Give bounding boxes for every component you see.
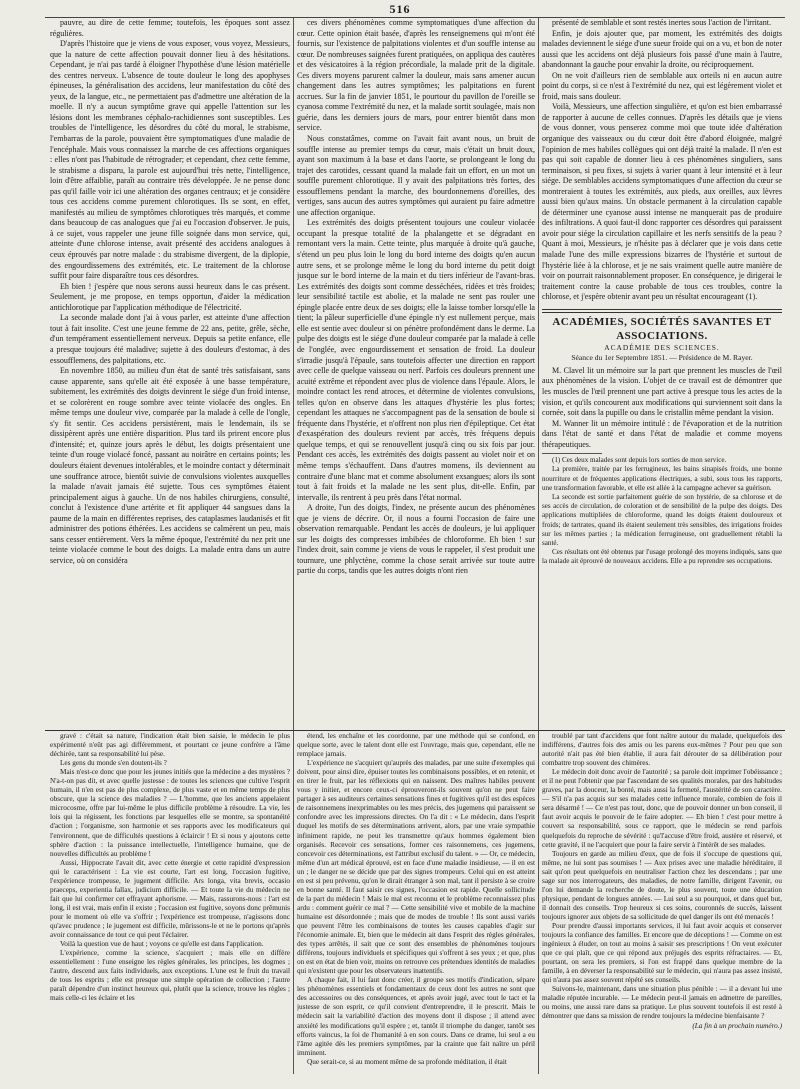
paragraph: D'après l'histoire que je viens de vous exposer, vous voyez, Messieurs, que la nature de cette affection pouvait donner lieu à des hésitations. Cependant, je n'ai pas tardé à éloigner l'hypothèse d'une lésion matérielle des centres nerveux. L'absence de toute douleur le long des apophyses épineuses, la généralisation des accidens, leur manifestation du côté des yeux, de la langue, etc., ne permettaient pas d'admettre une altération de la moelle. Il n'y a aucun symptôme grave qui appelle l'attention sur les lésions dont les membranes céphalo-rachidiennes sont susceptibles. Les troubles de l'intelligence, les désordres du côté du moral, le strabisme, l'embarras de la parole, pouvaient être symptomatiques d'une maladie de l'encéphale. Mais vous connaissez la marche de ces affections organiques : elles n'ont pas l'habitude de rétrograder; et cependant, chez cette femme, le strabisme a disparu, la parole est aujourd'hui très nette, l'intelligence, loin d'être affaiblie, paraît au contraire très développée. Je ne pense donc pas qu'il faille voir ici une altération des organes centraux; et je considère tous ces accidens comme purement chlorotiques. Ils se sont, en effet, manifestés au milieu de symptômes chlorotiques très marqués, et comme dans beaucoup de cas analogues que j'ai eu l'occasion d'observer. Je puis, à ce sujet, vous rappeler une jeune fille soignée dans mon service, qui, atteinte d'une chlorose intense, avait présenté des accidens analogues à ceux éprouvés par notre malade : du strabisme divergent, de la diplopie, des engourdissemens des extrémités, etc. Le traitement de la chlorose suffit pour faire disparaître tous ces désordres. — [50, 39, 290, 281]
paragraph: Enfin, je dois ajouter que, par moment, les extrémités des doigts malades deviennent le siége d'une sueur froide qui on a vu, et bon de noter aussi que les accidens ont déjà plusieurs fois passé d'une main à l'autre, abandonnant la gauche pour envahir la droite, ou réciproquement. — [542, 28, 782, 70]
paragraph: A droite, l'un des doigts, l'index, ne présente aucun des phénomènes que je viens de décrire. Or, il nous a fourni l'occasion de faire une observation remarquable. Pendant les accès de douleurs, je lui appliquer sur les doigts des compresses imbibées de chloroforme. Eh bien ! sur l'index droit, sain comme je viens de vous le rappeler, il s'est produit une tournure, une phlyctène, comme la chose serait arrivée sur toute autre partie du corps, tandis que les autres doigts n'ont rien — [297, 503, 535, 576]
paragraph: M. Wanner lit un mémoire intitulé : de l'évaporation et de la nutrition dans l'état de santé et dans l'état de maladie et comme moyens thérapeutiques. — [542, 418, 782, 449]
paragraph: M. Clavel lit un mémoire sur la part que prennent les muscles de l'œil aux phénomènes de la vision. L'objet de ce travail est de démontrer que les muscles de l'œil prennent une part active à presque tous les actes de la vision, et qu'ils concourent aux modifications qui surviennent soit dans la cornée, soit dans la pupille ou dans le cristallin même pendant la vision. — [542, 365, 782, 418]
paragraph: Mais n'est-ce donc que pour les jeunes initiés que la médecine a des mystères ? N'a-t-on pas dit, et avec quelle justesse : de toutes les sciences que cultive l'esprit humain, il n'en est pas de plus complexe, de plus vaste et en même temps de plus obscure, que la science des maladies ? — L'homme, que les anciens appelaient microcosme, offre par lui-même le plus difficile problème à résoudre. La vie, les lois qui la régissent, les fonctions par lesquelles elle se montre, sa spontanéité d'action ; l'organisme, son harmonie et ses rapports avec les modificateurs qui l'environnent, que de difficultés questions à éclaircir ! Et si nous y ajoutons cette sphère d'action : la puissance intellectuelle, l'intelligence humaine, que de nouvelles difficultés au problème ! — [50, 768, 290, 858]
session-line: Séance du 1er Septembre 1851. — Présidence de M. Rayer. — [571, 353, 753, 363]
section-rule — [542, 311, 782, 313]
footnote: La première, traitée par les ferrugineux, les bains sinapisés froids, une bonne nourriture et de fréquentes applications électriques, a subi, sous tous les rapports, une transformation favorable, et elle est allée à la campagne achever sa guérison. — [542, 465, 782, 492]
paragraph: Le médecin doit donc avoir de l'autorité ; sa parole doit imprimer l'obéissance ; et il ne peut l'obtenir que par l'ascendant de ses qualités morales, par des habitudes graves, par la douceur, la bonté, mais aussi la fermeté, l'austérité de son caractère. — S'il n'a pas acquis sur ses malades cette influence morale, combien de fois il sera désarmé ! — Ce n'est pas tout, donc, que de pouvoir donner un bon conseil, il faut avoir acquis le pouvoir de le faire adopter. — Eh bien ! c'est pour mettre à couvert sa responsabilité, sous ce rapport, que le médecin se rend parfois quelquefois du reproche de sévérité : qu'l'accuse d'être froid, austère et réservé, et cette gravité, il ne l'acquiert que pour la faire servir à l'intérêt de ses malades. — [542, 768, 782, 849]
column-divider — [538, 18, 539, 1074]
page-number: 516 — [389, 2, 411, 16]
paragraph: Nous constatâmes, comme on l'avait fait avant nous, un bruit de souffle intense au premier temps du cœur, mais c'était un bruit doux, ayant son maximum à la base et dans l'aorte, se prolongeant le long du trajet des carotides, cessant quand la malade fait un effort, en un mot un souffle purement chlorotique. Il y avait des palpitations très fortes, des essoufflemens pendant la marche, des bourdonnemens d'oreilles, des vertiges, sans aucun des autres symptômes qui auraient pu faire admettre une affection organique. — [297, 134, 535, 217]
section-subtitle: ACADÉMIE DES SCIENCES. — [604, 342, 720, 352]
section-title: ACADÉMIES, SOCIÉTÉS SAVANTES ET ASSOCIATIONS. — [552, 315, 772, 342]
paragraph: La seconde malade dont j'ai à vous parler, est atteinte d'une affection tout à fait insolite. C'est une jeune femme de 22 ans, petite, grêle, sèche, d'un tempérament essentiellement nerveux. Depuis sa petite enfance, elle a presque toujours été maladive; sujette à des douleurs d'estomac, à des essoufflemens, des palpitations, etc. — [50, 313, 290, 365]
paragraph: présenté de semblable et sont restés inertes sous l'action de l'irritant. — [552, 18, 771, 27]
paragraph: Voilà la question vue de haut ; voyons ce qu'elle est dans l'application. — [60, 940, 264, 949]
paragraph: Pour prendre d'aussi importants services, il lui faut avoir acquis et conserver toujours la confiance des familles. Et encore que de déceptions ! — Comme on est ingénieux à éluder, on tout au moins à saisir ses prescriptions ! On veut exécuter que ce qui plaît, que ce qui répond aux préjugés des esprits réfractaires. — Et, pourtant, on sera les premiers, si l'on est frappé dans quelque membre de la famille, à en déverser la responsabilité sur le médecin, qui n'aura pas assez insisté, qui n'aura pas assez souvent répété ses conseils. — [542, 921, 782, 985]
paragraph: Aussi, Hippocrate l'avait dit, avec cette énergie et cette rapidité d'expression qui le caractérisent : La vie est courte, l'art est long, l'occasion fugitive, l'expérience trompeuse, le jugement difficile. Ars longa, vita brevis, occasio praeceps, experientia fallax, judicium difficile. — Et toute la vie du médecin ne fait que lui confirmer cet effrayant aphorisme. — Mais, rassurons-nous : l'art est long, il est vrai, mais enfin il existe ; l'occasion est fugitive, soyons donc prêmunis pour le moment où elle va s'offrir ; l'expérience est trompeuse, n'agissons donc qu'avec prudence ; le jugement est difficile, mûrissons-le et ne le portons qu'après avoir connaissance de tout ce qui peut l'éclairer. — [50, 858, 290, 940]
section-rule — [542, 306, 782, 310]
feuilleton-column-3 — [542, 732, 782, 1074]
paragraph: Les extrémités des doigts présentent toujours une couleur violacée occupant la presque totalité de la phalangette et se dégradant en remontant vers la main. Cette teinte, plus marquée à droite qu'à gauche, s'étend un peu plus loin le long du bord interne des doigts qu'en aucun autre sens, et se prolonge même le long du bord interne du petit doigt jusque sur le bord interne de la main et du tiers inférieur de l'avant-bras. Les extrémités des doigts sont comme desséchées, ridées et très froides; leur sensibilité tactile est abolie, et la malade ne sent pas rouler une épingle placée entre deux de ses doigts; elle la laisse tomber lorsqu'elle la tient; la pâleur superficielle d'une épingle n'y est nullement perçue, mais elle est sentie avec douleur si on pénètre profondément dans le derme. La pulpe des doigts est le siége d'une douleur comparée par la malade à celle de l'onglée, avec engourdissement et sensation de froid. La douleur s'irradie jusqu'à l'épaule, sans toutefois affecter une direction en rapport avec celle de quelque vaisseau ou nerf. Parfois ces douleurs prennent une acuité extrême et répondent avec plus de violence dans l'épaule. Alors, le moindre contact les rend atroces, et détermine de violentes convulsions, telles qu'on en observe dans les attaques d'hystérie les plus fortes; cependant les attaques ne s'accompagnent pas de la sensation de boule si fréquente dans l'hystérie, et n'offrent non plus rien d'épileptique. Cet état d'exaspération des douleurs revient par accès, très fréquens depuis quelque temps, et qui se renouvellent jusqu'à cinq ou six fois par jour. Pendant ces accès, les extrémités des doigts passent au violet noir et on même temps s'échauffent. Dans d'autres momens, ils deviennent au contraire d'une blanc mat et comme absolument exsangues; alors ils sont tout à fait froids et la malade ne les sent plus, dit-elle. Enfin, par intervalle, ils rentrent à peu près dans l'état normal. — [297, 218, 535, 502]
paragraph: Que serait-ce, si au moment même de sa profonde méditation, il était — [307, 1057, 507, 1066]
paragraph: étend, les enchaîne et les coordonne, par une méthode qui se confond, en quelque sorte, avec le talent dont elle est l'ouvrage, mais que, cependant, elle ne remplace jamais. — [297, 732, 535, 759]
continued-note: (La fin à un prochain numéro.) — [692, 1021, 782, 1030]
paragraph: ces divers phénomènes comme symptomatiques d'une affection du cœur. Cette opinion était basée, d'après les renseignemens qui m'ont été fournis, sur l'existence de palpitations violentes et d'un souffle intense au cœur. De nombreuses saignées furent pratiquées, on appliqua des cautères et des vésicatoires à la région précordiale, la malade prit de la digitale. Ces divers moyens parurent calmer la douleur, mais sans amener aucun changement dans les autres symptômes; les palpitations en furent accrues. Sur la fin de janvier 1851, le pourtour du pavillon de l'oreille se cyanosa comme l'extrémité du nez, et la malade sortit soulagée, mais non guérie, dans les derniers jours de mars, pour entrer bientôt dans mon service. — [297, 18, 535, 133]
footnote-rule — [542, 453, 602, 454]
paragraph: troublé par tant d'accidens que font naître autour du malade, quelquefois des indifférens, d'autres fois des amis ou les parens eux-mêmes ? Pour peu que son autorité n'ait pas été bien établie, il aura fait dérouter de sa délibération pour combattre trop souvent des chimères. — [542, 732, 782, 768]
paragraph: En novembre 1850, au milieu d'un état de santé très satisfaisant, sans cause apparente, sans qu'elle ait été exposée à une basse température, subitement, les extrémités des doigts devinrent le siége d'un froid intense, et se colorèrent en rouge sombre avec teinte violacée des ongles. En même temps une douleur vive, comparée par la malade à celle de l'ongle, s'y fit sentir. Ces accidens persistèrent, mais le lendemain, ils se dissipèrent après une entière disparition. Plus tard ils prirent encore plus d'intensité; et, quinze jours après le début, les doigts présentaient une teinte d'un rouge violacé foncé, passant au noirâtre en certains points; les douleurs étaient devenues intolérables, et le moindre contact y déterminait une souffrance atroce, bientôt suivie de convulsions violentes auxquelles la malade n'avait jamais été sujette. Tous ces symptômes étaient principalement aigus à gauche. Un de nos habiles chirurgiens, consulté, conclut à l'existence d'une artérite et fit appliquer 44 sangsues dans la paume de la main en différentes reprises, des cataplasmes laudanisés et fit administrer des potions éthérées. Les accidens se calmèrent un peu, mais sans cesser entièrement. Vers la même époque, l'extrémité du nez prit une teinte violacée comme le bout des doigts. La malade entra dans un autre service, où on considéra — [50, 366, 290, 565]
paragraph: Toujours en garde au milieu d'eux, que de fois il s'occupe de questions qui, même, ne lui sont pas soumises ! — Aux prises avec une maladie héréditaire, il sait qu'on peut quelquefois en neutraliser l'action chez les descendans ; par une sage sur nos interrogateurs, des maladies, de notre famille, dirigent l'avenir, ou l'on lui demande la recherche de doute, le plus souvent, toute une éducation physique, pendant de longues années. — Lui seul a su pourquoi, et dans quel but, il donnait des conseils. Trop heureux si ces soins, couronnés de succès, laissent toujours ignorer aux objets de sa sollicitude de quel danger ils ont été menacés ! — [542, 849, 782, 921]
paragraph: Eh bien ! j'espère que nous serons aussi heureux dans le cas présent. Seulement, je me propose, en temps opportun, d'aider la médication antichlorotique par l'application méthodique de l'électricité. — [50, 281, 290, 312]
paragraph: Les gens du monde s'en doutent-ils ? — [60, 759, 167, 768]
article-column-3 — [542, 18, 782, 728]
footnote: (1) Ces deux malades sont depuis lors sorties de mon service. — [552, 456, 727, 465]
paragraph: On ne voit d'ailleurs rien de semblable aux orteils ni en aucun autre point du corps, si ce n'est à l'extrémité du nez, qui est légèrement violet et froid, mais sans douleur. — [542, 70, 782, 101]
paragraph: Voilà, Messieurs, une affection singulière, et qu'on est bien embarrassé de rapporter à aucune de celles connues. D'après les détails que je viens de vous donner, vous penserez comme moi que toute idée d'altération organique des vaisseaux ou du cœur doit être d'abord éloignée, malgré l'opinion de mes habiles collègues qui ont déjà traité la malade. Il n'en est pas qui soit capable de donner lieu à ces phénomènes singuliers, sans terminaison, si peu fixes, si sujets à varier quant à leur intensité et à leur siége. De semblables accidens symptomatiques d'une affection du cœur se montreraient à toutes les extrémités, aux pieds, aux oreilles, aux lèvres aussi bien qu'aux mains. Un obstacle permanent à la circulation capable de déterminer une cyanose aussi intense ne manquerait pas de produire des infiltrations. A quoi faut-il donc rapporter ces désordres qui paraissent avoir pour siége la circulation capillaire et les nerfs sensitifs de la peau ? Quant à moi, Messieurs, je n'hésite pas à déclarer que je vois dans cette malade l'une des mille expressions bizarres de l'hystérie et surtout de l'hystérie liée à la chlorose, et je ne sais vraiment quelle autre manière de voir on pourrait raisonnablement proposer. En conséquence, je dirigerai le traitement contre la cause probable de tous ces troubles, contre la chlorose, et j'espère obtenir avant peu un résultat encourageant (1). — [542, 102, 782, 302]
feuilleton-column-2 — [297, 732, 535, 1074]
paragraph: L'expérience ne s'acquiert qu'auprès des malades, par une suite d'exemples qui doivent, pour ainsi dire, épuiser toutes les combinaisons possibles, et en retenir, et en tirer le fruit, par les réflexions qui en naissent. Des maîtres habiles peuvent vous y initier, et encore ceux-ci éprouveront-ils souvent qu'on ne peut faire partager à ses auditeurs certaines sensations fines et fugitives qu'il est des espèces de raisonnemens inexprimables ou les mes précis, des jugemens qui paraissent se confondre avec les impressions directes. On l'a dit : « Le médecin, dans l'esprit duquel les motifs de ses déterminations arrivent, alors, par une vraie sympathie infiniment rapide, ne peut les transmettre qu'aux hommes également bien organisés. Recevoir ces sensations, former ces raisonnemens, ces jugemens, concevoir ces déterminations, est l'attribut exclusif du talent. » — Or, ce médecin, même d'un art médical éprouvé, est en face d'une maladie insidieuse, — il en est un ; le danger ne se décide que par des signes trompeurs. Celui qui en est atteint en est si peu prévenu, qu'on le dirait étranger à son mal, tant il persiste à se croire en bonne santé. Il faut saisir ces signes, l'occasion est rapide. Quelle sollicitude de la part du médecin ! Mais le mal est reconnu et le problème reconnaissez plus ardu : comment guérir ce mal ? — Cette sensibilité vive et mobile de la machine humaine est désordonnée ; mais que de modes de trouble ! Ils sont aussi variés que peuvent l'être les combinaisons de toutes les causes capables d'agir sur l'économie animale. Et, bien que le médecin ait dans l'esprit des règles générales, des types arrêtés, il sait que ce sont des ensembles de phénomènes toujours différens, toujours individuels et spécifiques qui s'offrent à ses yeux ; et que, plus on est en état de bien voir, moins on retrouve ces prétendues identités de maladies qui n'existent que pour les observateurs inattentifs. — [297, 759, 535, 976]
paragraph: pauvre, au dire de cette femme; toutefois, les époques sont assez régulières. — [50, 18, 290, 38]
article-column-2 — [297, 18, 535, 728]
footnote: Ces résultats ont été obtenus par l'usage prolongé des moyens indiqués, sans que la malade ait éprouvé de nouveaux accidens. Elle a pu reprendre ses occupations. — [542, 548, 782, 566]
paragraph: Suivons-le, maintenant, dans une situation plus pénible : — il a devant lui une maladie réputée incurable. — Le médecin peut-il jamais en admettre de pareilles, ou moins, une aussi rare dans sa pratique. Le plus souvent toutefois il est resté à démontrer que dans sa mission de rendre toujours la médecine bienfaisante ? — [542, 985, 782, 1021]
paragraph: A chaque fait, il lui faut donc créer, il groupe ses motifs d'indication, sépare les phénomènes essentiels et fondamentaux de ceux dont les autres ne sont que des accessoires ou des conséquences, et après avoir jugé, avec tout le tact et la justesse de son esprit, ce qu'il convient d'entreprendre, il le prescrit. Mais le médecin sait la variabilité d'action des moyens dont il dispose ; il attend avec anxiété les modifications qu'il espère ; et, tantôt il triomphe du danger, tantôt ses efforts vaincus, la foi de l'humanité à en son cours. Dans ce drame, lui seul a eu l'âme agitée dès les premiers symptômes, par la crainte que fait naître un péril imminent. — [297, 976, 535, 1057]
feuilleton-rule — [45, 730, 785, 731]
column-divider — [293, 18, 294, 1074]
paragraph: L'expérience, comme la science, s'acquiert ; mais elle en diffère essentiellement : l'une enseigne les règles générales, les principes, les dogmes ; l'autre, descend aux faits individuels, aux exceptions. L'une est le fruit du travail de tous les esprits ; elle est presque une simple opération de collection ; l'autre paraît dépendre d'un instinct heureux qui, plutôt que la science, trouve les règles ; mais celle-ci les éclaire et les — [50, 949, 290, 1003]
paragraph: gravé : c'était sa nature, l'indication était bien saisie, le médecin le plus expérimenté n'eût pas agi différemment, et pourtant ce jeune confrère a l'âme déchirée, tant sa responsabilité lui pèse. — [50, 732, 290, 759]
article-column-1 — [50, 18, 290, 728]
feuilleton-column-1 — [50, 732, 290, 1074]
footnote: La seconde est sortie parfaitement guérie de son hystérie, de sa chlorose et de ses accès de circulation, de coloration et de sensibilité de la pulpe des doigts. Des applications multipliées de chloroforme, quand les doigts étaient douloureux et froids; de tartrates, quand ils étaient seulement très sensibles, des irrigations froides sur les mêmes parties ; la médication ferrugineuse, ont graduellement rétabli la santé. — [542, 493, 782, 548]
